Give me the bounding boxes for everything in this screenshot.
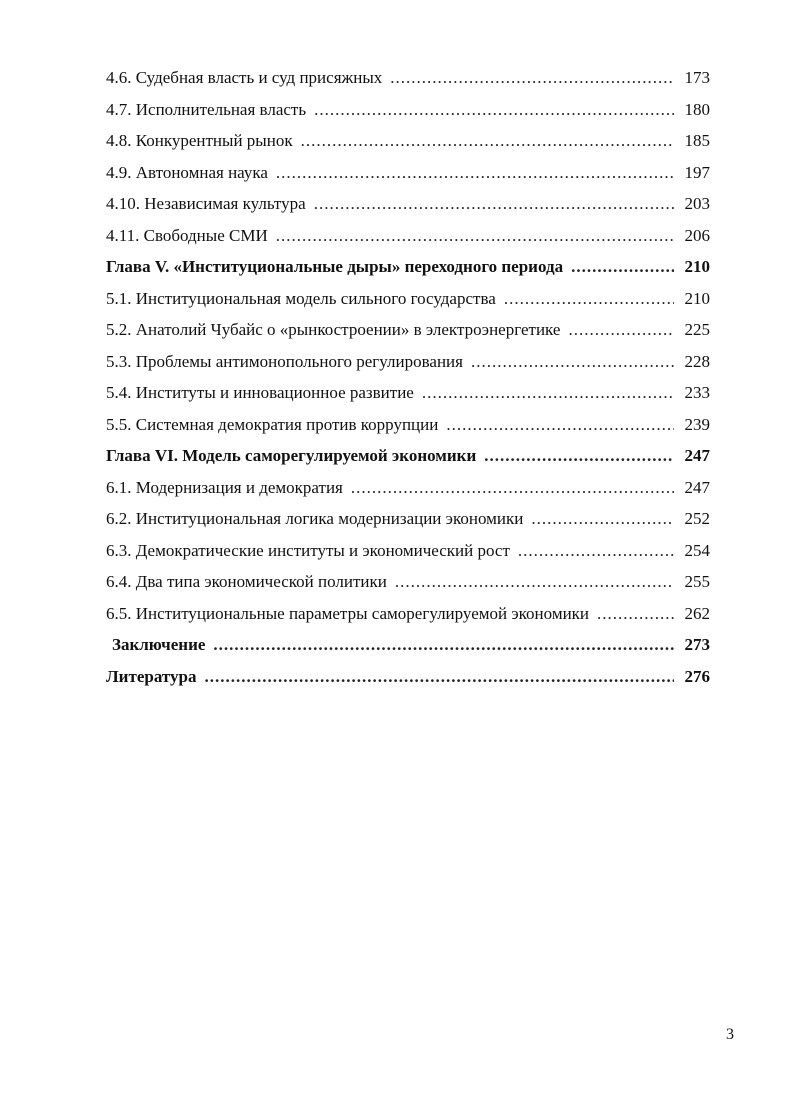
toc-entry-title: 4.8. Конкурентный рынок: [106, 131, 293, 150]
toc-entry-page: 247: [684, 477, 710, 497]
dot-leader: [568, 314, 674, 346]
toc-chapter-5: [106, 251, 710, 283]
toc-entry-title: 4.6. Судебная власть и суд присяжных: [106, 68, 383, 87]
toc-entry-5-5: [106, 409, 710, 441]
dot-leader: [276, 157, 674, 189]
toc-entry-6-3: [106, 535, 710, 567]
toc-entry-title: 6.2. Институциональная логика модернизации экономики: [106, 509, 524, 528]
toc-entry-6-2: [106, 503, 710, 535]
toc-entry-title: 4.9. Автономная наука: [106, 162, 268, 182]
dot-leader: [395, 566, 674, 598]
toc-entry-title: 5.1. Институциональная модель сильного государства: [106, 288, 496, 308]
toc-chapter-page: 273: [684, 635, 710, 654]
toc-chapter-title: Литература: [106, 666, 197, 686]
toc-entry-page: 228: [684, 351, 710, 371]
toc-entry-6-5: [106, 598, 710, 630]
dot-leader: [597, 598, 674, 630]
toc-entry-6-1: [106, 472, 710, 504]
toc-entry-4-9: [106, 157, 710, 189]
toc-chapter-page: 210: [684, 257, 710, 276]
toc-chapter-title: Заключение: [112, 635, 206, 654]
dot-leader: [471, 346, 674, 378]
toc-entry-title: 6.5. Институциональные параметры саморегулируемой экономики: [106, 603, 590, 623]
dot-leader: [446, 409, 674, 441]
dot-leader: [204, 661, 674, 693]
toc-entry-title: 4.10. Независимая культура: [106, 194, 306, 213]
toc-entry-page: 197: [684, 162, 710, 182]
page-number: 3: [726, 1026, 734, 1043]
dot-leader: [314, 188, 674, 220]
toc-entry-5-2: [106, 314, 710, 346]
toc-chapter-6: [106, 440, 710, 472]
toc-conclusion: [106, 629, 710, 661]
toc-entry-4-10: [106, 188, 710, 220]
toc-chapter-page: 247: [684, 446, 710, 465]
toc-chapter-page: 276: [684, 666, 710, 686]
dot-leader: [422, 377, 674, 409]
toc-entry-page: 210: [684, 288, 710, 308]
toc-entry-title: 5.2. Анатолий Чубайс о «рынкостроении» в электроэнергетике: [106, 320, 561, 339]
toc-entry-page: 173: [684, 68, 710, 87]
toc-entry-page: 203: [684, 194, 710, 213]
toc-entry-page: 225: [684, 320, 710, 339]
toc-entry-page: 180: [684, 99, 710, 119]
toc-entry-4-7: [106, 94, 710, 126]
toc-entry-title: 6.1. Модернизация и демократия: [106, 477, 343, 497]
toc-entry-page: 262: [684, 603, 710, 623]
toc-entry-page: 255: [684, 572, 710, 591]
toc-entry-page: 252: [684, 509, 710, 528]
toc-entry-4-11: [106, 220, 710, 252]
toc-entry-5-4: [106, 377, 710, 409]
toc-entry-5-1: [106, 283, 710, 315]
toc-entry-page: 185: [684, 131, 710, 150]
toc-chapter-title: Глава VI. Модель саморегулируемой экономики: [106, 446, 477, 465]
toc-entry-page: 239: [684, 414, 710, 434]
toc-entry-page: 206: [684, 225, 710, 245]
toc-chapter-title: Глава V. «Институциональные дыры» переходного периода: [106, 257, 564, 276]
toc-entry-4-6: [106, 62, 710, 94]
toc-entry-title: 6.3. Демократические институты и экономический рост: [106, 540, 510, 560]
dot-leader: [314, 94, 674, 126]
toc-entry-title: 5.3. Проблемы антимонопольного регулирования: [106, 351, 463, 371]
toc-literature: [106, 661, 710, 693]
dot-leader: [518, 535, 674, 567]
dot-leader: [571, 251, 674, 283]
toc-entry-title: 6.4. Два типа экономической политики: [106, 572, 387, 591]
dot-leader: [484, 440, 674, 472]
toc-entry-title: 5.5. Системная демократия против коррупции: [106, 414, 439, 434]
dot-leader: [504, 283, 674, 315]
toc-entry-5-3: [106, 346, 710, 378]
dot-leader: [531, 503, 674, 535]
toc-entry-page: 233: [684, 383, 710, 402]
table-of-contents: [106, 62, 710, 692]
dot-leader: [213, 629, 674, 661]
toc-entry-4-8: [106, 125, 710, 157]
toc-entry-title: 4.11. Свободные СМИ: [106, 225, 268, 245]
toc-entry-page: 254: [684, 540, 710, 560]
dot-leader: [390, 62, 674, 94]
dot-leader: [276, 220, 674, 252]
toc-entry-title: 5.4. Институты и инновационное развитие: [106, 383, 414, 402]
dot-leader: [351, 472, 674, 504]
toc-entry-title: 4.7. Исполнительная власть: [106, 99, 307, 119]
dot-leader: [301, 125, 674, 157]
toc-entry-6-4: [106, 566, 710, 598]
